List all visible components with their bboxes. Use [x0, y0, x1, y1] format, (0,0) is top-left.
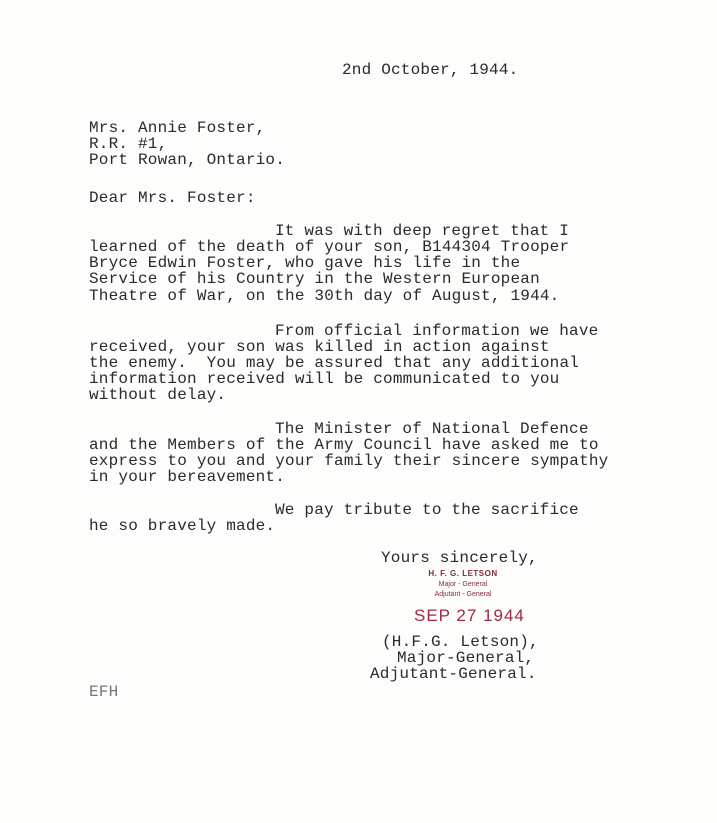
paragraph-line: learned of the death of your son, B144304 Trooper: [89, 238, 570, 256]
salutation: Dear Mrs. Foster:: [89, 189, 256, 207]
paragraph-line: without delay.: [89, 386, 227, 404]
paragraph-line: From official information we have: [275, 322, 599, 340]
paragraph-line: received, your son was killed in action against: [89, 338, 550, 356]
paragraph-line: express to you and your family their sincere sympathy: [89, 452, 609, 470]
stamp-title: Adjutant - General: [434, 591, 492, 598]
paragraph-line: and the Members of the Army Council have asked me to: [89, 436, 599, 454]
typist-initials: EFH: [89, 683, 119, 701]
address-line: Mrs. Annie Foster,: [89, 119, 266, 137]
paragraph-line: Bryce Edwin Foster, who gave his life in the: [89, 254, 521, 272]
paragraph-line: The Minister of National Defence: [275, 420, 589, 438]
paragraph-line: information received will be communicated to you: [89, 370, 560, 388]
signature-line: (H.F.G. Letson),: [382, 633, 539, 651]
paragraph-line: the enemy. You may be assured that any additional: [89, 354, 580, 372]
stamp-name: H. F. G. LETSON: [428, 569, 498, 578]
letter-date: 2nd October, 1944.: [342, 61, 519, 79]
paragraph-line: he so bravely made.: [89, 517, 276, 535]
date-stamp: SEP 27 1944: [414, 606, 525, 625]
address-line: R.R. #1,: [89, 135, 168, 153]
stamp-rank: Major - General: [438, 581, 488, 588]
signature-line: Major-General,: [397, 649, 535, 667]
paragraph-line: Theatre of War, on the 30th day of August, 1944.: [89, 287, 560, 305]
paragraph-line: We pay tribute to the sacrifice: [275, 501, 579, 519]
signature-line: Adjutant-General.: [370, 665, 537, 683]
paragraph-line: Service of his Country in the Western European: [89, 270, 540, 288]
address-line: Port Rowan, Ontario.: [89, 151, 286, 169]
paragraph-line: in your bereavement.: [89, 468, 286, 486]
closing: Yours sincerely,: [381, 549, 538, 567]
paragraph-line: It was with deep regret that I: [275, 222, 570, 240]
